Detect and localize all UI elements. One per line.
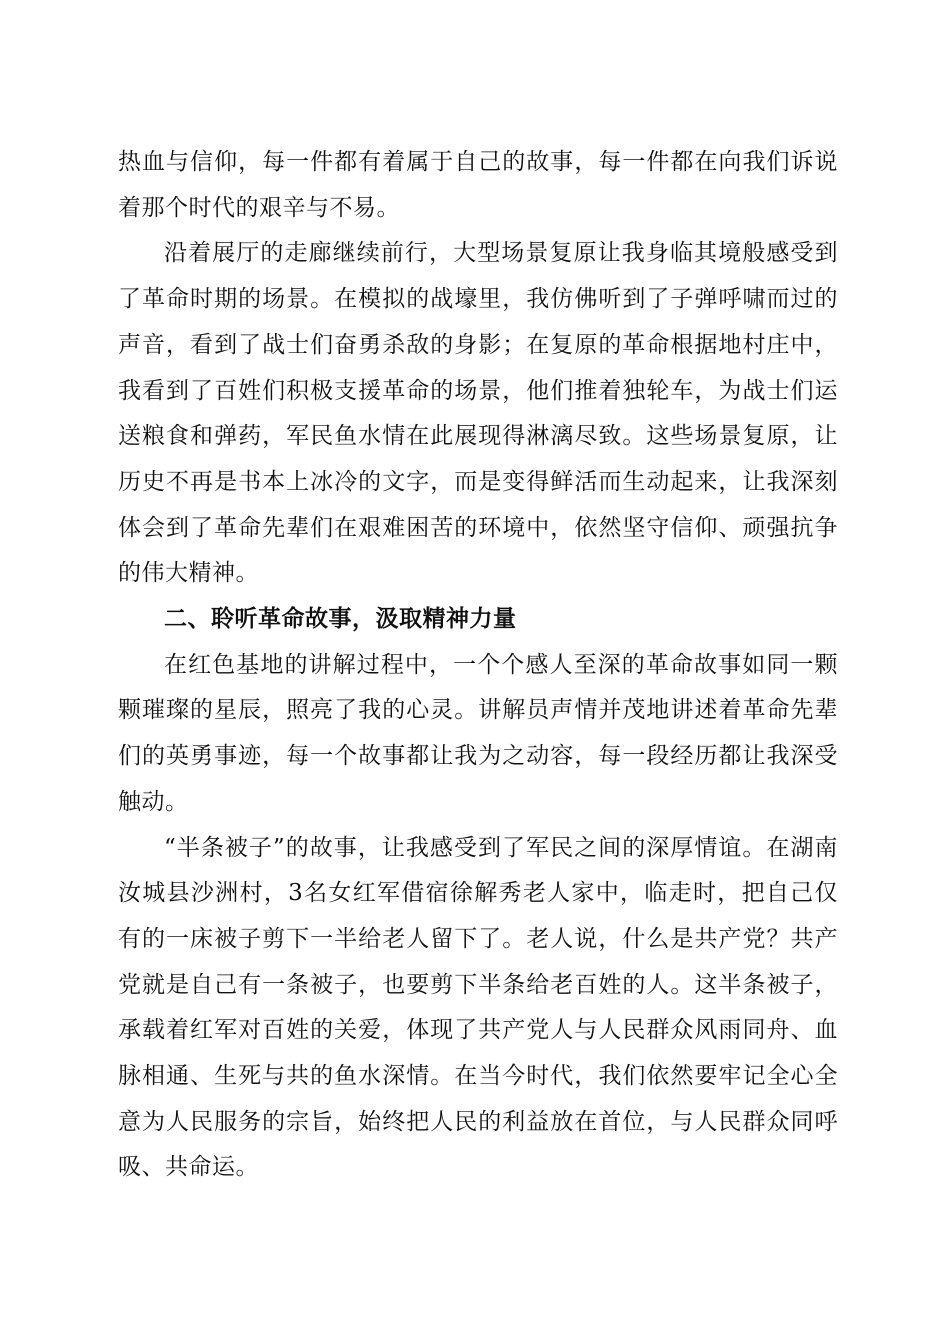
paragraph-continued: 热血与信仰，每一件都有着属于自己的故事，每一件都在向我们诉说着那个时代的艰辛与不易。	[118, 149, 838, 221]
paragraph-guide-stories: 在红色基地的讲解过程中，一个个感人至深的革命故事如同一颗颗璀璨的星辰，照亮了我的心灵。讲解员声情并茂地讲述着革命先辈们的英勇事迹，每一个故事都让我为之动容，每一段经历都让我深受触动。	[118, 651, 838, 815]
paragraph-scene-restoration: 沿着展厅的走廊继续前行，大型场景复原让我身临其境般感受到了革命时期的场景。在模拟的战壕里，我仿佛听到了子弹呼啸而过的声音，看到了战士们奋勇杀敌的身影；在复原的革命根据地村庄中，我看到了百姓们积极支援革命的场景，他们推着独轮车，为战士们运送粮食和弹药，军民鱼水情在此展现得淋漓尽致。这些场景复原，让历史不再是书本上冰冷的文字，而是变得鲜活而生动起来，让我深刻体会到了革命先辈们在艰难困苦的环境中，依然坚守信仰、顽强抗争的伟大精神。	[118, 240, 838, 587]
paragraph-half-quilt-story: “半条被子”的故事，让我感受到了军民之间的深厚情谊。在湖南汝城县沙洲村，3名女红军借宿徐解秀老人家中，临走时，把自己仅有的一床被子剪下一半给老人留下了。老人说，什么是共产党？共产党就是自己有一条被子，也要剪下半条给老百姓的人。这半条被子，承载着红军对百姓的关爱，体现了共产党人与人民群众风雨同舟、血脉相通、生死与共的鱼水深情。在当今时代，我们依然要牢记全心全意为人民服务的宗旨，始终把人民的利益放在首位，与人民群众同呼吸、共命运。	[118, 834, 838, 1181]
document-body	[118, 140, 838, 1191]
section-heading: 二、聆听革命故事，汲取精神力量	[164, 606, 517, 633]
